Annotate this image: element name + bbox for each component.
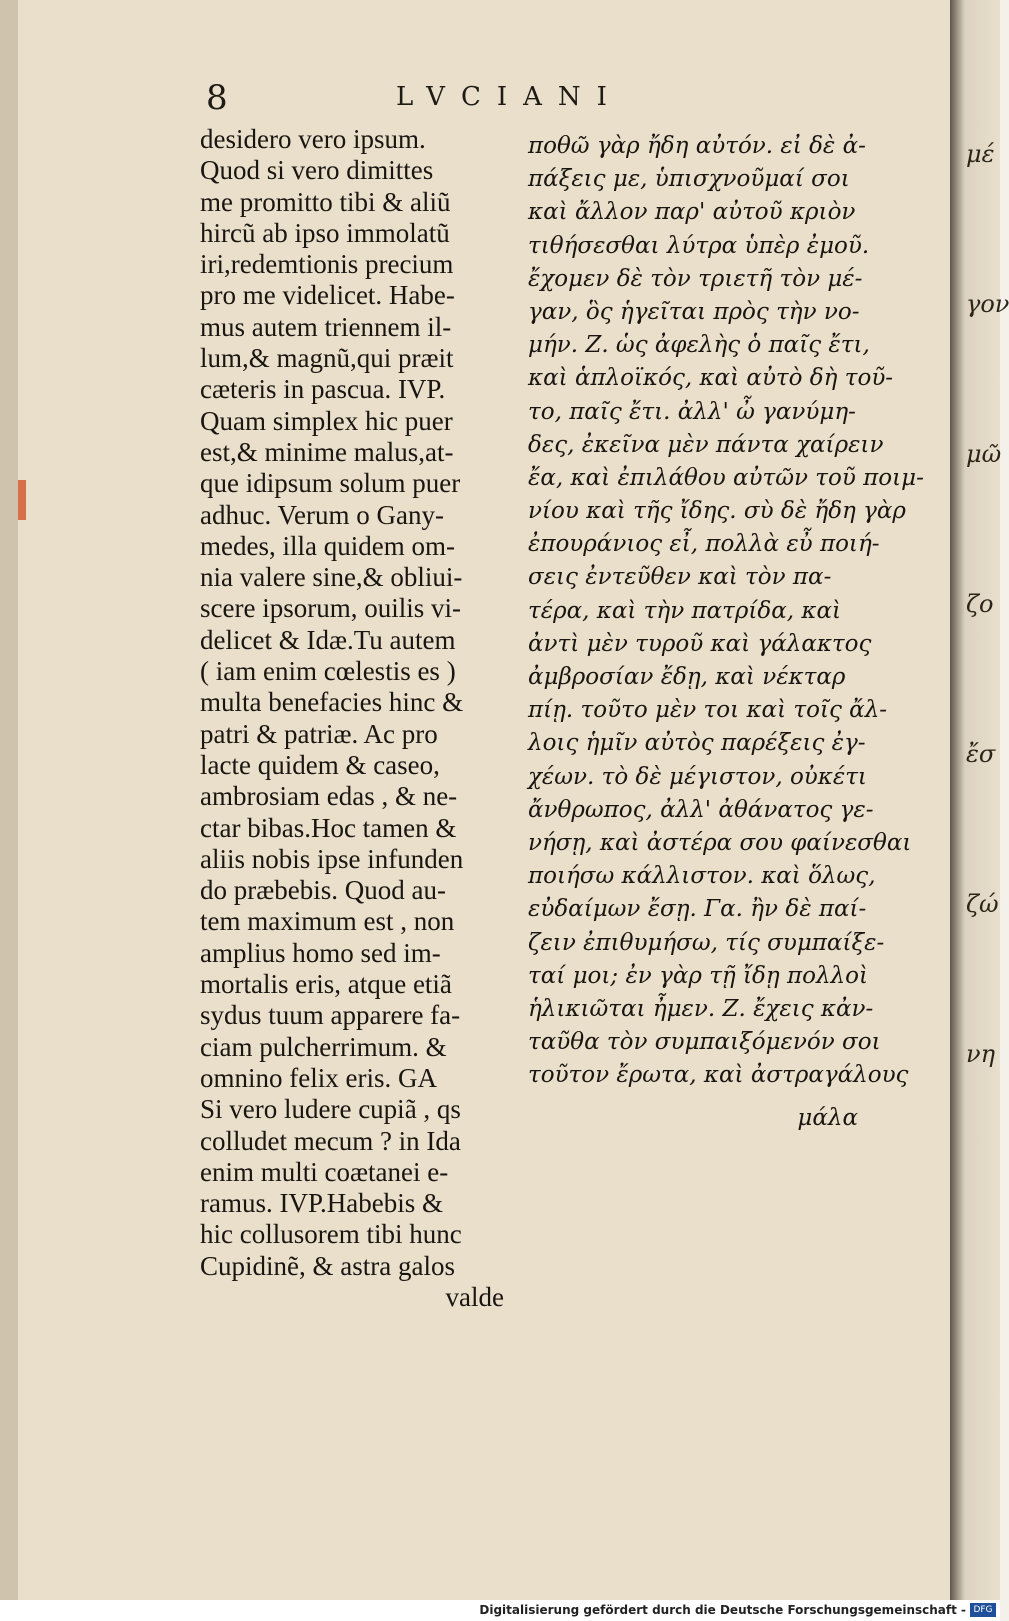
latin-text-line: hic collusorem tibi hunc (200, 1219, 462, 1250)
latin-text-line: scere ipsorum, ouilis vi- (200, 593, 461, 624)
greek-text-line: ποθῶ γὰρ ἤδη αὐτόν. εἰ δὲ ἀ- (528, 133, 866, 159)
latin-text-line: cæteris in pascua. IVP. (200, 374, 446, 405)
latin-column (200, 124, 510, 1313)
latin-text-line: medes, illa quidem om- (200, 530, 455, 561)
latin-text-line: omnino felix eris. GA (200, 1062, 437, 1093)
latin-text-line: delicet & Idæ.Tu autem (200, 624, 456, 655)
greek-text-line: νίου καὶ τῆς ἴδης. σὺ δὲ ἤδη γὰρ (528, 498, 906, 525)
latin-text-line: desidero vero ipsum. (200, 124, 426, 154)
greek-text-line: το, παῖς ἔτι. ἀλλ' ὦ γανύμη- (528, 398, 856, 425)
greek-text-line: ποιήσω κάλλιστον. καὶ ὅλως, (528, 863, 876, 890)
greek-text-line: ἔα, καὶ ἐπιλάθου αὐτῶν τοῦ ποιμ- (528, 464, 924, 491)
page-number: 8 (206, 78, 228, 118)
greek-text-line: λοις ἡμῖν αὐτὸς παρέξεις ἐγ- (528, 730, 866, 757)
latin-text-line: Cupidinẽ, & astra galos (200, 1250, 455, 1281)
greek-column (528, 130, 924, 1136)
latin-text-line: sydus tuum apparere fa- (200, 1000, 461, 1031)
greek-text-line: εὐδαίμων ἔσῃ. Γα. ἢν δὲ παί- (528, 896, 867, 923)
latin-text-line: ctar bibas.Hoc tamen & (200, 812, 457, 843)
catchword: μάλα (797, 1105, 858, 1132)
greek-text-line: πίῃ. τοῦτο μὲν τοι καὶ τοῖς ἄλ- (528, 697, 888, 724)
greek-text-line: ἀντὶ μὲν τυροῦ καὶ γάλακτος (528, 630, 872, 657)
latin-text-line: do præbebis. Quod au- (200, 875, 446, 906)
greek-text-line: σεις ἐντεῦθεν καὶ τὸν πα- (528, 564, 832, 591)
greek-text-line: καὶ ἁπλοϊκός, καὶ αὐτὸ δὴ τοῦ- (528, 365, 894, 392)
greek-text-line: γαν, ὃς ἡγεῖται πρὸς τὴν νο- (528, 298, 860, 325)
greek-text-line: τοῦτον ἔρωτα, καὶ ἀστραγάλους (528, 1062, 909, 1089)
page-header (206, 78, 686, 118)
facing-page-edge (950, 0, 1009, 1600)
latin-text-line: iri,redemtionis precium (200, 249, 454, 280)
greek-text-line: καὶ ἄλλον παρ' αὐτοῦ κριὸν (528, 199, 856, 226)
digitization-footer (0, 1600, 1000, 1621)
facing-page-fragment: ζώ (966, 890, 999, 918)
running-head: LVCIANI (396, 82, 623, 112)
latin-text-line: est,& minime malus,at- (200, 436, 454, 467)
latin-text-line: multa benefacies hinc & (200, 687, 464, 718)
dfg-logo: DFG (970, 1603, 996, 1617)
latin-text-line: aliis nobis ipse infunden (200, 843, 464, 874)
catchword: valde (445, 1281, 504, 1312)
greek-text-line: δες, ἐκεῖνα μὲν πάντα χαίρειν (528, 431, 884, 458)
dfg-credit: Digitalisierung gefördert durch die Deutsche Forschungsgemeinschaft - (479, 1603, 966, 1617)
latin-text-line: Quod si vero dimittes (200, 155, 434, 186)
latin-text-line: amplius homo sed im- (200, 937, 441, 968)
facing-page-fragment: μῶ (966, 440, 1002, 468)
facing-page-fragment: γον (966, 290, 1009, 318)
facing-page-fragment: ἔσ (966, 740, 996, 768)
latin-text-line: Quam simplex hic puer (200, 405, 453, 436)
greek-text-line: χέων. τὸ δὲ μέγιστον, οὐκέτι (528, 763, 867, 790)
latin-text-line: enim multi coætanei e- (200, 1156, 449, 1187)
latin-text-line: tem maximum est , non (200, 906, 455, 937)
latin-text-line: ramus. IVP.Habebis & (200, 1188, 443, 1219)
greek-text-line: τέρα, καὶ τὴν πατρίδα, καὶ (528, 597, 842, 624)
greek-text-line: ἄνθρωπος, ἀλλ' ἀθάνατος γε- (528, 796, 874, 823)
greek-text-line: ἡλικιῶται ἦμεν. Ζ. ἔχεις κἀν- (528, 995, 874, 1022)
greek-text-line: νήσῃ, καὶ ἀστέρα σου φαίνεσθαι (528, 829, 912, 856)
latin-text-line: lum,& magnũ,qui præit (200, 343, 454, 374)
greek-text-line: ταί μοι; ἐν γὰρ τῇ ἴδῃ πολλοὶ (528, 962, 868, 989)
latin-text-line: patri & patriæ. Ac pro (200, 718, 438, 749)
greek-text-line: ζειν ἐπιθυμήσω, τίς συμπαίξε- (528, 929, 885, 956)
latin-text-line: que idipsum solum puer (200, 468, 461, 499)
greek-text-line: μήν. Ζ. ὡς ἀφελὴς ὁ παῖς ἔτι, (528, 332, 870, 359)
latin-text-line: Si vero ludere cupiã , qs (200, 1094, 461, 1125)
latin-text-line: ( iam enim cœlestis es ) (200, 656, 456, 687)
facing-page-fragment: μέ (966, 140, 995, 168)
latin-text-line: me promitto tibi & aliũ (200, 186, 451, 217)
greek-text-line: τιθήσεσθαι λύτρα ὑπὲρ ἐμοῦ. (528, 232, 870, 259)
page-tab-marker (18, 480, 26, 520)
latin-text-line: mus autem triennem il- (200, 311, 452, 342)
latin-text-line: pro me videlicet. Habe- (200, 280, 455, 311)
latin-text-line: hircũ ab ipso immolatũ (200, 217, 450, 248)
facing-page-fragment: ζο (966, 590, 994, 618)
greek-text-line: ἔχομεν δὲ τὸν τριετῆ τὸν μέ- (528, 265, 863, 292)
latin-text-line: ambrosiam edas , & ne- (200, 781, 458, 812)
latin-text-line: adhuc. Verum o Gany- (200, 499, 444, 530)
facing-page-fragment: νη (966, 1040, 995, 1068)
latin-text-line: colludet mecum ? in Ida (200, 1125, 461, 1156)
greek-text-line: ταῦθα τὸν συμπαιξόμενόν σοι (528, 1029, 881, 1056)
latin-text-line: nia valere sine,& obliui- (200, 562, 463, 593)
latin-text-line: mortalis eris, atque etiã (200, 969, 452, 1000)
greek-text-line: ἀμβροσίαν ἔδῃ, καὶ νέκταρ (528, 664, 846, 690)
latin-text-line: ciam pulcherrimum. & (200, 1031, 447, 1062)
greek-text-line: πάξεις με, ὑπισχνοῦμαί σοι (528, 166, 850, 193)
latin-text-line: lacte quidem & caseo, (200, 749, 440, 780)
greek-text-line: ἐπουράνιος εἶ, πολλὰ εὖ ποιή- (528, 531, 880, 558)
